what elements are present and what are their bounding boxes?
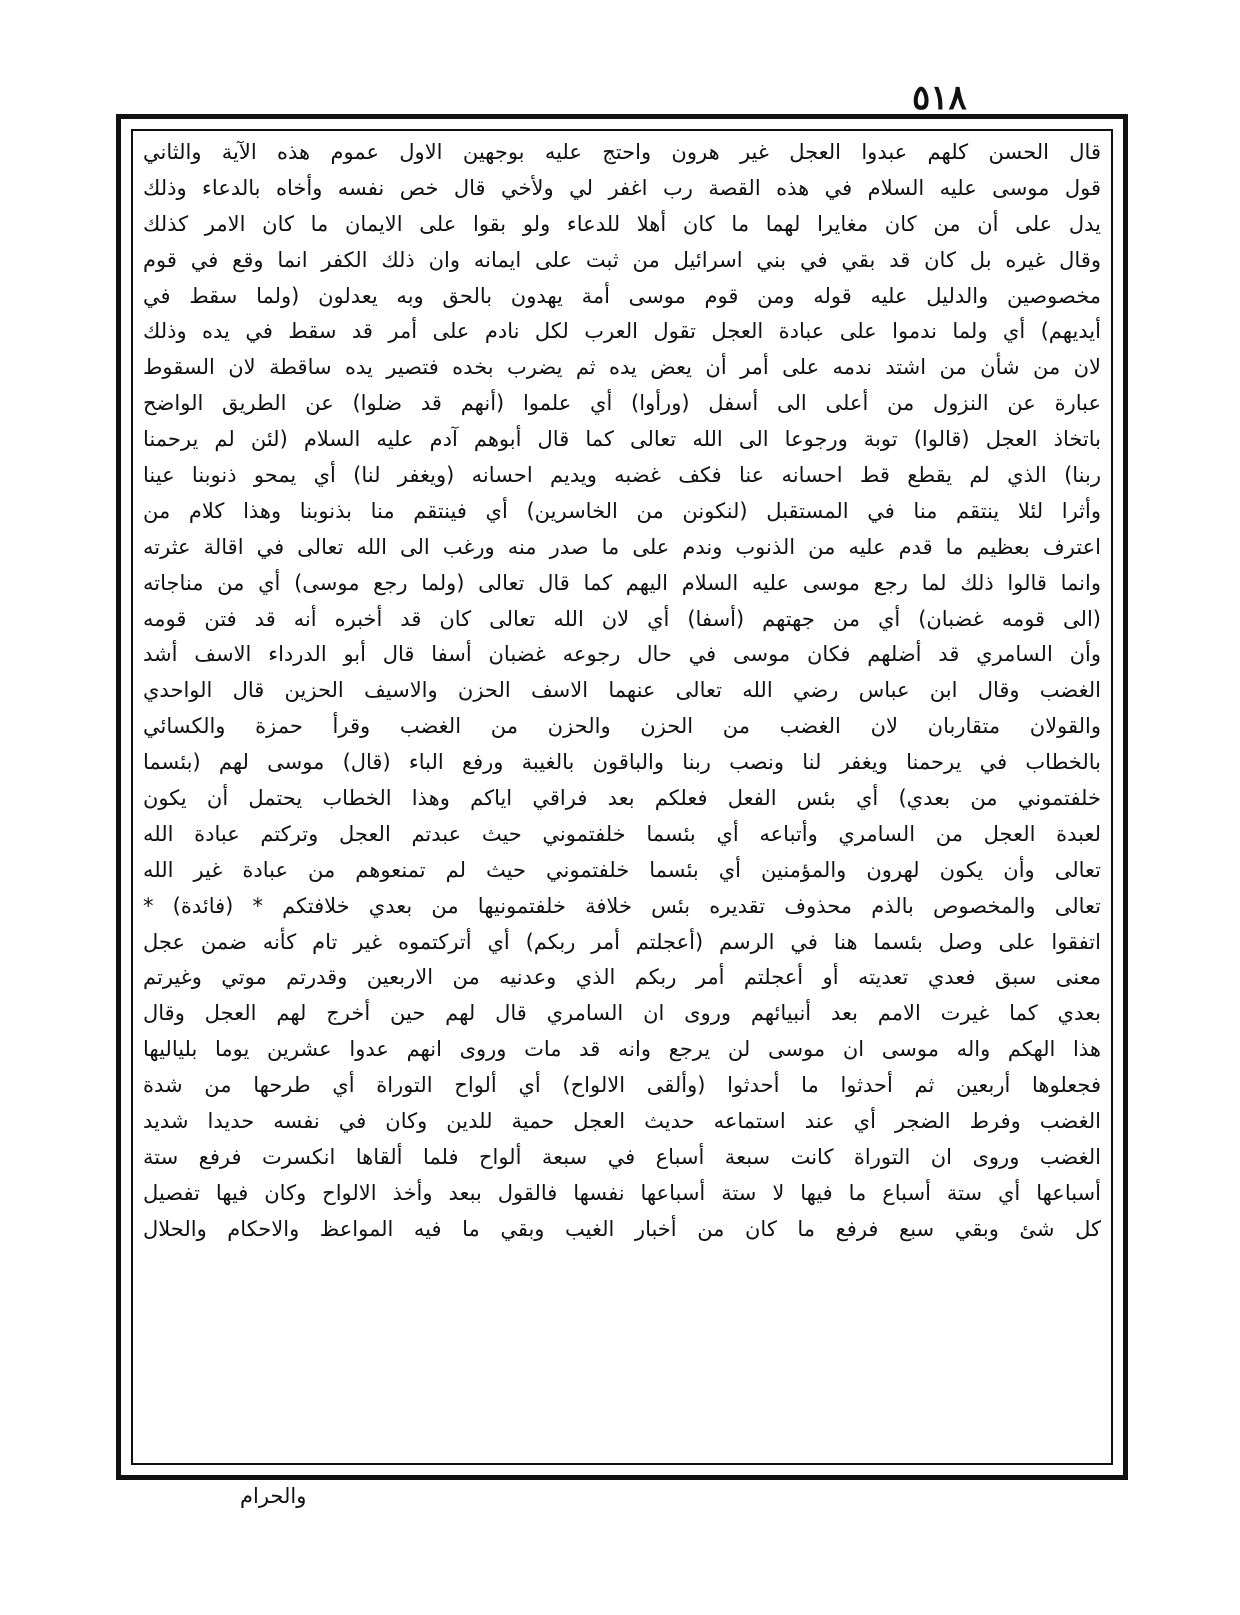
text-line: قال الحسن كلهم عبدوا العجل غير هرون واحتج عليه بوجهين الاول عموم هذه الآية والثاني: [143, 140, 1101, 164]
text-line: الغضب وفرط الضجر أي عند استماعه حديث العجل حمية للدين وكان في نفسه حديدا شديد: [143, 1109, 1101, 1134]
catchword: والحرام: [240, 1484, 307, 1508]
text-line: وأثرا لئلا ينتقم منا في المستقبل (لنكونن من الخاسرين) أي فينتقم منا بذنوبنا وهذا كلام من: [143, 498, 1101, 523]
text-line: ربنا) الذي لم يقطع قط احسانه عنا فكف غضبه ويديم احسانه (ويغفر لنا) أي يمحو ذنوبنا عينا: [143, 463, 1101, 488]
text-line: اتفقوا على وصل بئسما هنا في الرسم (أعجلتم أمر ربكم) أي أتركتموه غير تام كأنه ضمن عجل: [143, 929, 1101, 954]
text-line: أيديهم) أي ولما ندموا على عبادة العجل تقول العرب لكل نادم على أمر قد سقط في يده وذلك: [143, 319, 1101, 344]
text-line: أسباعها أي ستة أسباع ما فيها لا ستة أسباعها نفسها فالقول ببعد وأخذ الالواح وكان فيها تفصيل: [143, 1180, 1101, 1205]
text-line: هذا الهكم واله موسى ان موسى لن يرجع وانه قد مات وروى انهم عدوا عشرين يوما بلياليها: [143, 1037, 1101, 1062]
text-line: تعالى والمخصوص بالذم محذوف تقديره بئس خلافة خلفتمونيها من بعدي خلافتكم * (فائدة) *: [143, 893, 1101, 918]
text-line: معنى سبق فعدي تعديته أو أعجلتم أمر ربكم الذي وعدنيه من الاربعين وقدرتم موتي وغيرتم: [143, 965, 1101, 990]
page-number: ٥١٨: [912, 78, 967, 118]
text-line: باتخاذ العجل (قالوا) توبة ورجوعا الى الله تعالى كما قال أبوهم آدم عليه السلام (لئن لم يرحمنا: [143, 427, 1101, 452]
text-line: لان من شأن من اشتد ندمه على أمر أن يعض يده ثم يضرب بخده فتصير يده ساقطة لان السقوط: [143, 355, 1101, 380]
text-line: الغضب وروى ان التوراة كانت سبعة أسباع في سبعة ألواح فلما ألقاها انكسرت فرفع ستة: [143, 1144, 1101, 1169]
text-line: قول موسى عليه السلام في هذه القصة رب اغفر لي ولأخي قال خص نفسه وأخاه بالدعاء وذلك: [143, 175, 1101, 200]
text-line: اعترف بعظيم ما قدم عليه من الذنوب وندم على ما صدر منه ورغب الى الله تعالى في اقالة عثرته: [143, 534, 1101, 559]
text-line: كل شئ وبقي سبع فرفع ما كان من أخبار الغيب وبقي ما فيه المواعظ والاحكام والحلال: [143, 1216, 1101, 1241]
text-line: (الى قومه غضبان) أي من جهتهم (أسفا) أي لان الله تعالى كان قد أخبره أنه قد فتن قومه: [143, 606, 1101, 631]
text-line: بعدي كما غيرت الامم بعد أنبيائهم وروى ان السامري قال لهم حين أخرج لهم العجل وقال: [143, 1001, 1101, 1026]
text-line: تعالى وأن يكون لهرون والمؤمنين أي بئسما خلفتموني حيث لم تمنعوهم من عبادة غير الله: [143, 857, 1101, 882]
text-line: مخصوصين والدليل عليه قوله ومن قوم موسى أمة يهدون بالحق وبه يعدلون (ولما سقط في: [143, 283, 1101, 308]
text-line: الغضب وقال ابن عباس رضي الله تعالى عنهما الاسف الحزن والاسيف الحزين قال الواحدي: [143, 678, 1101, 703]
text-line: وأن السامري قد أضلهم فكان موسى في حال رجوعه غضبان أسفا قال أبو الدرداء الاسف أشد: [143, 642, 1101, 667]
text-line: بالخطاب في يرحمنا ويغفر لنا ونصب ربنا والباقون بالغيبة ورفع الباء (قال) موسى لهم (بئسما: [143, 750, 1101, 775]
text-line: خلفتموني من بعدي) أي بئس الفعل فعلكم بعد فراقي اياكم وهذا الخطاب يحتمل أن يكون: [143, 786, 1101, 811]
text-line: وقال غيره بل كان قد بقي في بني اسرائيل من ثبت على ايمانه وان ذلك الكفر انما وقع في قوم: [143, 247, 1101, 272]
text-line: والقولان متقاربان لان الغضب من الحزن والحزن من الغضب وقرأ حمزة والكسائي: [143, 714, 1101, 739]
text-line: لعبدة العجل من السامري وأتباعه أي بئسما خلفتموني حيث عبدتم العجل وتركتم عبادة الله: [143, 821, 1101, 846]
text-line: وانما قالوا ذلك لما رجع موسى عليه السلام اليهم كما قال تعالى (ولما رجع موسى) أي من مناجاته: [143, 570, 1101, 595]
text-line: فجعلوها أربعين ثم أحدثوا ما أحدثوا (وألقى الالواح) أي ألواح التوراة أي طرحها من شدة: [143, 1073, 1101, 1098]
text-line: يدل على أن من كان مغايرا لهما ما كان أهلا للدعاء ولو بقوا على الايمان ما كان الامر كذلك: [143, 211, 1101, 236]
page-border-outer: [116, 114, 1128, 1480]
body-text: [143, 135, 1101, 1465]
text-line: عبارة عن النزول من أعلى الى أسفل (ورأوا) أي علموا (أنهم قد ضلوا) عن الطريق الواضح: [143, 391, 1101, 416]
